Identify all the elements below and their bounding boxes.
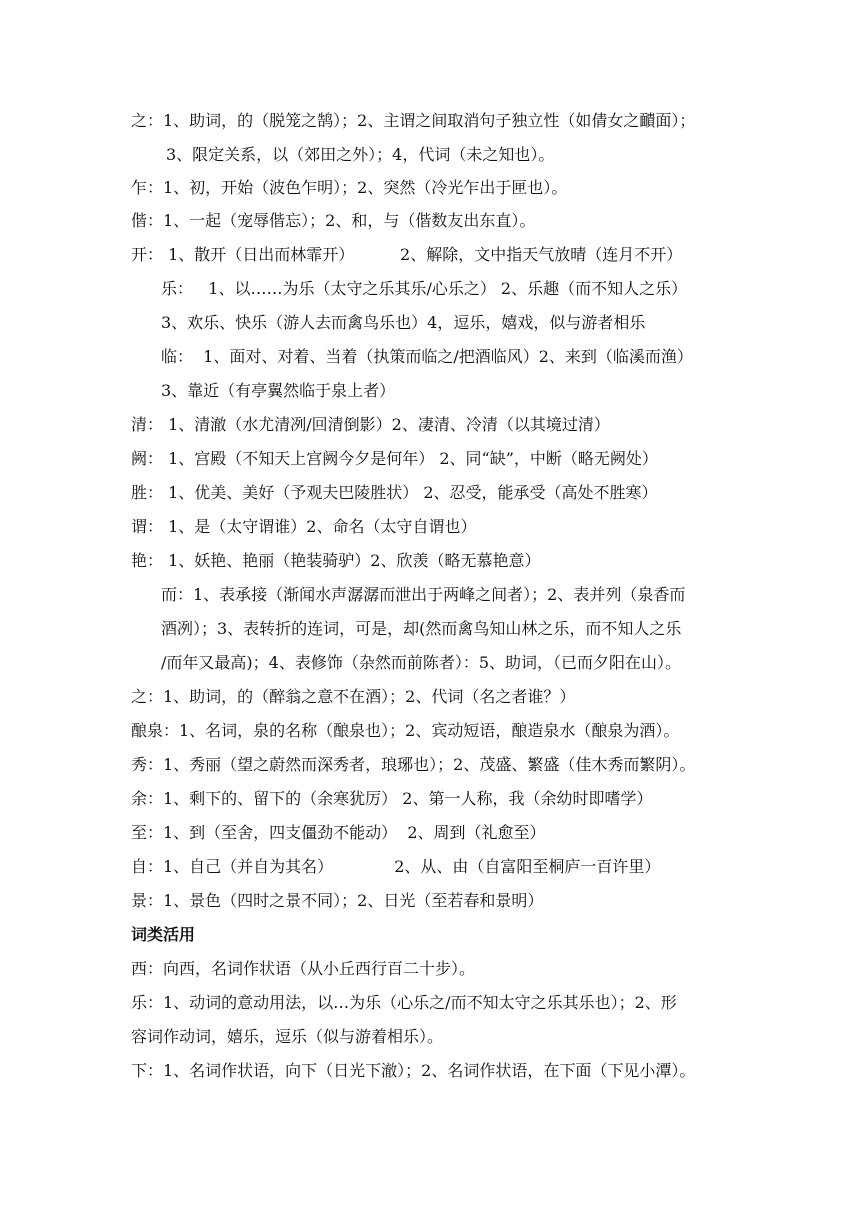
text-line: 至：1、到（至舍，四支僵劲不能动） 2、周到（礼愈至） — [131, 823, 546, 842]
text-line: 乐： 1、以……为乐（太守之乐其乐/心乐之） 2、乐趣（而不知人之乐） — [161, 279, 688, 298]
text-line: 余：1、剩下的、留下的（余寒犹厉） 2、第一人称，我（余幼时即嗜学） — [131, 789, 653, 808]
text-line: 自：1、自己（并自为其名） 2、从、由（自富阳至桐庐一百许里） — [131, 857, 661, 876]
text-line: 之：1、助词，的（脱笼之鹄）；2、主谓之间取消句子独立性（如倩女之靧面）； — [131, 111, 696, 130]
text-line: 景：1、景色（四时之景不同）；2、日光（至若春和景明） — [131, 891, 544, 910]
text-line: 秀：1、秀丽（望之蔚然而深秀者，琅琊也）；2、茂盛、繁盛（佳木秀而繁阴）。 — [131, 755, 696, 774]
text-line: 3、靠近（有亭翼然临于泉上者） — [161, 381, 396, 400]
text-line: 下：1、名词作状语，向下（日光下澈）；2、名词作状语，在下面（下见小潭）。 — [131, 1061, 696, 1080]
text-line: 容词作动词，嬉乐，逗乐（似与游着相乐）。 — [131, 1027, 444, 1046]
text-line: 酿泉：1、名词，泉的名称（酿泉也）；2、宾动短语，酿造泉水（酿泉为酒）。 — [131, 721, 680, 740]
text-line: 艳： 1、妖艳、艳丽（艳装骑驴）2、欣羡（略无慕艳意） — [131, 551, 541, 570]
text-line: 谓： 1、是（太守谓谁）2、命名（太守自谓也） — [131, 517, 477, 536]
text-line: 清： 1、清澈（水尤清冽/回清倒影）2、凄清、冷清（以其境过清） — [131, 415, 610, 434]
text-line: 阙： 1、宫殿（不知天上宫阙今夕是何年） 2、同“缺”，中断（略无阙处） — [131, 449, 658, 468]
text-line: 胜： 1、优美、美好（予观夫巴陵胜状） 2、忍受，能承受（高处不胜寒） — [131, 483, 658, 502]
text-line: 乍：1、初，开始（波色乍明）；2、突然（冷光乍出于匣也）。 — [131, 178, 568, 197]
text-line: 之：1、助词，的（醉翁之意不在酒）；2、代词（名之者谁？） — [131, 687, 576, 706]
text-line: 临： 1、面对、对着、当着（执策而临之/把酒临风）2、来到（临溪而渔） — [161, 347, 693, 366]
text-line: 西：向西，名词作状语（从小丘西行百二十步）。 — [131, 959, 476, 978]
text-line: 乐：1、动词的意动用法，以…为乐（心乐之/而不知太守之乐其乐也）；2、形 — [131, 993, 677, 1012]
text-line: 而：1、表承接（渐闻水声潺潺而泄出于两峰之间者）；2、表并列（泉香而 — [161, 585, 686, 604]
text-line: 偕：1、一起（宠辱偕忘）；2、和，与（偕数友出东直）。 — [131, 211, 536, 230]
text-line: 3、限定关系，以（郊田之外）；4，代词（未之知也）。 — [166, 145, 555, 164]
text-line: /而年又最高)；4、表修饰（杂然而前陈者）：5、助词，（已而夕阳在山）。 — [161, 653, 681, 672]
text-line: 酒冽）；3、表转折的连词，可是，却(然而禽鸟知山林之乐，而不知人之乐 — [161, 619, 682, 638]
section-heading: 词类活用 — [131, 925, 196, 944]
text-line: 3、欢乐、快乐（游人去而禽鸟乐也）4，逗乐，嬉戏，似与游者相乐 — [161, 313, 646, 332]
text-line: 开： 1、散开（日出而林霏开） 2、解除，文中指天气放晴（连月不开） — [131, 245, 683, 264]
